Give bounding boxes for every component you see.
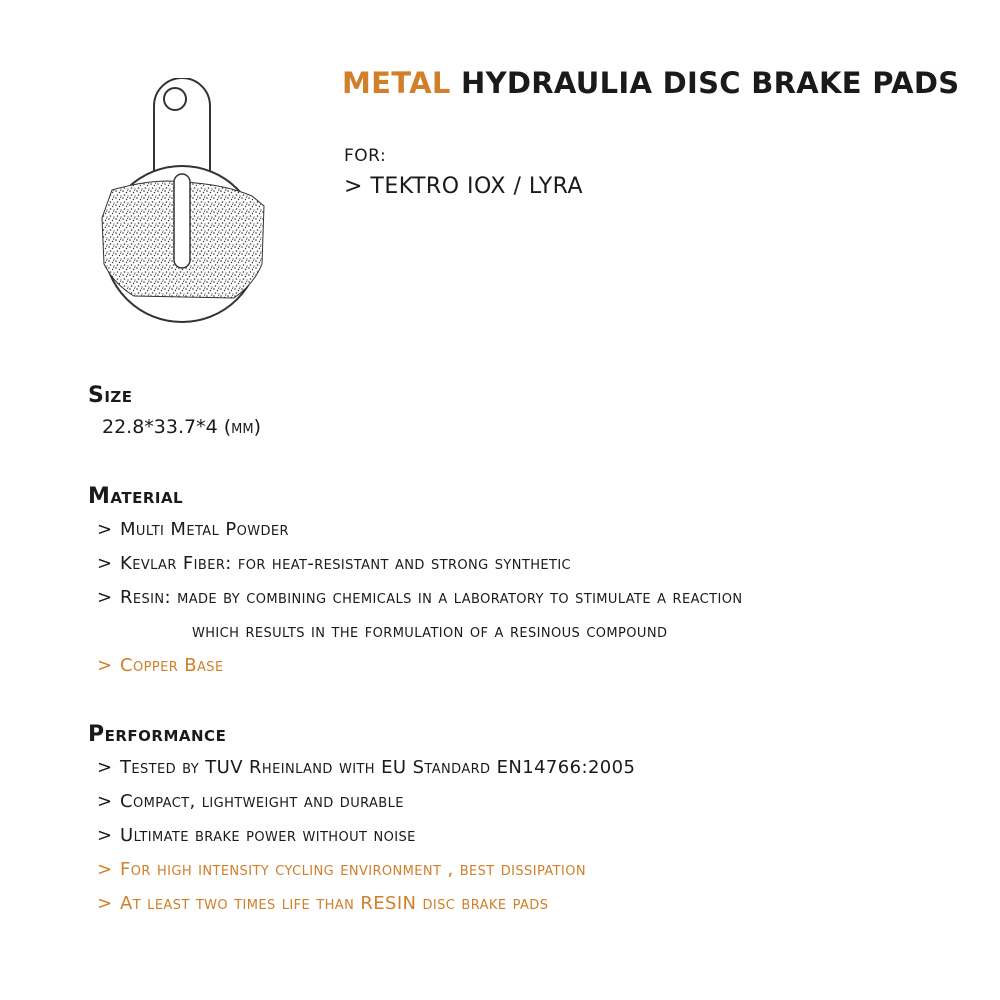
material-section — [88, 481, 742, 683]
material-list — [88, 513, 742, 683]
material-item — [88, 547, 742, 581]
material-item-text: Copper Base — [120, 655, 224, 676]
performance-heading: Performance — [88, 722, 227, 747]
material-item — [88, 513, 742, 547]
size-heading: Size — [88, 383, 133, 408]
performance-section — [88, 719, 635, 921]
size-section — [88, 380, 261, 442]
fitment-item: > TEKTRO IOX / LYRA — [344, 174, 584, 199]
material-item-text: Multi Metal Powder — [120, 519, 289, 540]
performance-item-text: Tested by TUV Rheinland with EU Standard EN14766:2005 — [120, 757, 636, 778]
performance-item-text: At least two times life than RESIN disc brake pads — [120, 893, 549, 914]
performance-item — [88, 853, 635, 887]
brake-pad-icon — [94, 78, 274, 324]
performance-item — [88, 819, 635, 853]
performance-item — [88, 887, 635, 921]
fitment-block — [344, 146, 583, 199]
performance-item — [88, 751, 635, 785]
performance-item-text: Compact, lightweight and durable — [120, 791, 404, 812]
material-item — [88, 581, 742, 649]
material-heading: Material — [88, 484, 184, 509]
performance-item-text: Ultimate brake power without noise — [120, 825, 416, 846]
size-value: 22.8*33.7*4 (mm) — [102, 416, 261, 438]
page-title — [342, 66, 959, 100]
fitment-label: FOR: — [344, 146, 387, 166]
performance-item-text: For high intensity cycling environment , best dissipation — [120, 859, 586, 880]
performance-list — [88, 751, 635, 921]
title-accent-word: METAL — [342, 66, 451, 100]
material-item-text: Kevlar Fiber: for heat-resistant and strong synthetic — [120, 553, 572, 574]
material-item — [88, 649, 742, 683]
material-item-continuation: which results in the formulation of a resinous compound — [192, 621, 668, 642]
material-item-text: Resin: made by combining chemicals in a laboratory to stimulate a reaction — [120, 587, 743, 608]
performance-item — [88, 785, 635, 819]
title-rest: HYDRAULIA DISC BRAKE PADS — [450, 66, 960, 100]
